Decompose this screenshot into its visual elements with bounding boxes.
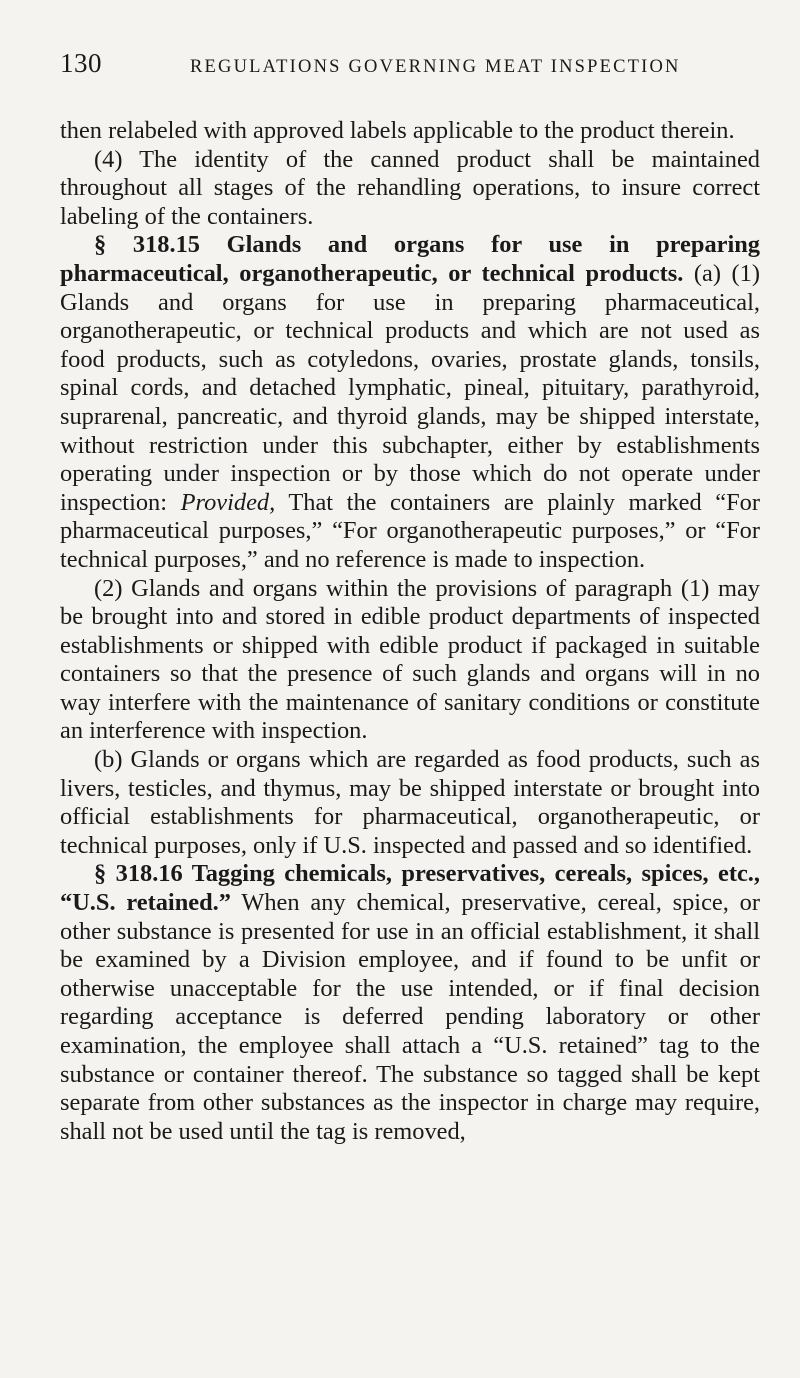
paragraph-text: (b) Glands or organs which are regarded as food products, such as livers, testicles, and thymus, may be shipped interstate or brought into official establishments for pharmaceutical, organotherapeutic, or technical purposes, only if U.S. inspected and passed and so identified.	[60, 746, 760, 859]
page-number: 130	[60, 48, 102, 78]
section-heading: § 318.15 Glands and organs for use in preparing pharmaceutical, organotherapeutic, or technical products.	[60, 231, 760, 287]
paragraph-text: (2) Glands and organs within the provisions of paragraph (1) may be brought into and stored in edible product departments of inspected establishments or shipped with edible product if packaged in suitable containers so that the presence of such glands and organs will in no way interfere with the maintenance of sanitary conditions or constitute an interference with inspection.	[60, 574, 760, 745]
running-title: REGULATIONS GOVERNING MEAT INSPECTION	[190, 57, 681, 77]
section-318-15	[60, 231, 760, 574]
section-318-16	[60, 860, 760, 1146]
paragraph-continued	[60, 117, 760, 146]
body-text	[60, 117, 760, 1146]
proviso-word: Provided,	[180, 488, 276, 516]
paragraph-item-2	[60, 575, 760, 747]
paragraph-text-after-proviso: That the containers are plainly marked “For pharmaceutical purposes,” “For organotherapeutic purposes,” or “For technical purposes,” and no reference is made to inspection.	[60, 488, 760, 573]
paragraph-text: When any chemical, preservative, cereal, spice, or other substance is presented for use in an official establishment, it shall be examined by a Division employee, and if found to be unfit or otherwise unacceptable for the use intended, or if final decision regarding acceptance is deferred pending laboratory or other examination, the employee shall attach a “U.S. retained” tag to the substance or container thereof. The substance so tagged shall be kept separate from other substances as the inspector in charge may require, shall not be used until the tag is removed,	[60, 889, 760, 1145]
running-head	[60, 48, 760, 79]
paragraph-text: (4) The identity of the canned product shall be maintained throughout all stages of the rehandling operations, to insure correct labeling of the containers.	[60, 145, 760, 230]
paragraph-text: then relabeled with approved labels applicable to the product therein.	[60, 117, 735, 144]
paragraph-item-b	[60, 746, 760, 860]
paragraph-text: (a) (1) Glands and organs for use in preparing pharmaceutical, organotherapeutic, or technical products and which are not used as food products, such as cotyledons, ovaries, prostate glands, tonsils, spinal cords, and detached lymphatic, pineal, pituitary, parathyroid, suprarenal, pancreatic, and thyroid glands, may be shipped interstate, without restriction under this subchapter, either by establishments operating under inspection or by those which do not operate under inspection:	[60, 259, 760, 516]
paragraph-item-4	[60, 146, 760, 232]
section-heading: § 318.16 Tagging chemicals, preservatives, cereals, spices, etc., “U.S. retained.”	[60, 860, 760, 917]
